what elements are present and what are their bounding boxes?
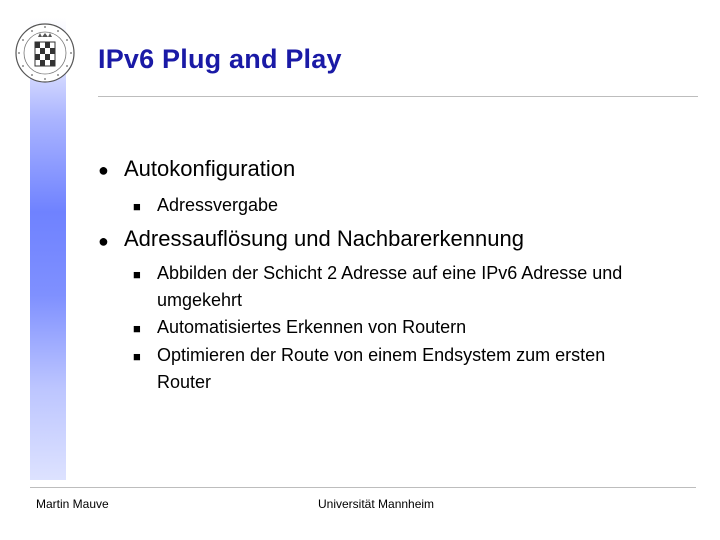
sub-bullet-icon: ■ bbox=[133, 267, 141, 282]
sidebar-gradient-bar bbox=[30, 18, 66, 480]
title-divider bbox=[98, 96, 698, 97]
sub-bullet-icon: ■ bbox=[133, 349, 141, 364]
bullet-icon: ● bbox=[98, 160, 109, 180]
sub-bullet-icon: ■ bbox=[133, 321, 141, 336]
footer-institution: Universität Mannheim bbox=[318, 497, 435, 511]
sub-bullet-text: Optimieren der Route von einem Endsystem zum ersten Router bbox=[157, 345, 606, 392]
sub-bullet-text: Automatisiertes Erkennen von Routern bbox=[157, 317, 467, 337]
bullet-icon: ● bbox=[98, 231, 109, 251]
bullet-text: Autokonfiguration bbox=[124, 156, 296, 181]
university-seal-icon bbox=[14, 22, 76, 84]
sub-bullet-text: Abbilden der Schicht 2 Adresse auf eine IPv6 Adresse und umgekehrt bbox=[157, 263, 623, 310]
slide-title: IPv6 Plug and Play bbox=[98, 44, 342, 74]
footer-author: Martin Mauve bbox=[36, 497, 109, 511]
footer-divider bbox=[30, 487, 696, 488]
sub-bullet-icon: ■ bbox=[133, 199, 141, 214]
bullet-text: Adressauflösung und Nachbarerkennung bbox=[124, 226, 524, 251]
sub-bullet-text: Adressvergabe bbox=[157, 195, 279, 215]
